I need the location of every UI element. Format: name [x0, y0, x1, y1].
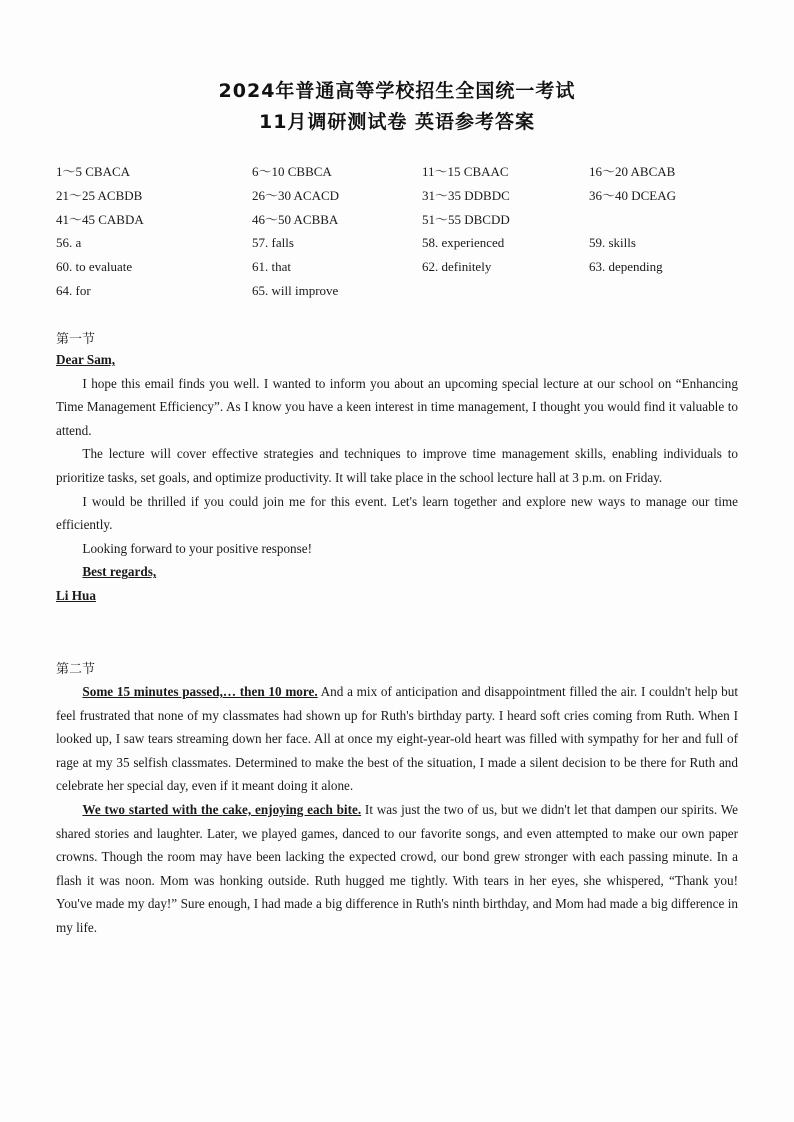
story-text: And a mix of anticipation and disappointment filled the air. I couldn't help but feel frustrated that none of my classmates had shown up for Ruth's birthday party. I heard soft cries coming from Ruth. When I looked up, I saw tears streaming down her face. All at once my eight-year-old heart was filled with sympathy for her and full of rage at my 35 selfish classmates. Determined to make the best of the situation, I made a silent decision to be there for Ruth and celebrate her special day, even if it meant doing it alone. — [56, 684, 738, 794]
letter-paragraph: Looking forward to your positive response! — [82, 540, 313, 556]
letter-closing: Best regards, — [82, 564, 157, 580]
answer-row — [56, 231, 756, 255]
answer-cell: 58. experienced — [422, 235, 505, 251]
answer-cell: 21～25 ACBDB — [56, 187, 143, 203]
answer-cell: 26～30 ACACD — [252, 187, 340, 203]
answer-cell: 31～35 DDBDC — [422, 187, 510, 203]
story-lead-sentence: Some 15 minutes passed,… then 10 more. — [82, 684, 318, 699]
answer-row — [56, 160, 756, 184]
section-2-label: 第二节 — [56, 662, 96, 677]
answer-row — [56, 184, 756, 208]
section-1-letter — [56, 348, 738, 608]
story-lead-sentence: We two started with the cake, enjoying each bite. — [82, 801, 362, 817]
answer-cell: 1～5 CBACA — [56, 164, 131, 179]
section-1-label: 第一节 — [56, 332, 96, 347]
answer-row — [56, 279, 756, 303]
letter-paragraph: The lecture will cover effective strategies and techniques to improve time management skills, enabling individuals to prioritize tasks, set goals, and optimize productivity. It will take place in the school lecture hall at 3 p.m. on Friday. — [56, 446, 738, 485]
letter-salutation: Dear Sam, — [56, 352, 116, 367]
answer-row — [56, 208, 756, 232]
section-2-story — [56, 680, 738, 940]
answer-cell: 62. definitely — [422, 259, 492, 275]
answer-cell: 46～50 ACBBA — [252, 211, 339, 227]
letter-paragraph: I would be thrilled if you could join me for this event. Let's learn together and explore new ways to manage our time efficiently. — [56, 493, 738, 533]
answer-cell: 41～45 CABDA — [56, 211, 144, 227]
answer-cell: 56. a — [56, 235, 82, 251]
letter-paragraph: I hope this email finds you well. I wanted to inform you about an upcoming special lecture at our school on “Enhancing Time Management Efficiency”. As I know you have a keen interest in time management, I thought you would find it valuable to attend. — [56, 375, 738, 438]
answer-cell: 61. that — [252, 259, 291, 275]
story-paragraph — [56, 798, 738, 940]
answer-cell: 65. will improve — [252, 282, 339, 298]
answer-cell: 64. for — [56, 282, 91, 298]
answer-cell: 11～15 CBAAC — [422, 164, 509, 179]
answer-cell: 57. falls — [252, 235, 294, 251]
story-paragraph — [56, 680, 738, 798]
story-text: It was just the two of us, but we didn't let that dampen our spirits. We shared stories and laughter. Later, we played games, danced to our favorite songs, and even attempted to make our own paper crowns. Though the room may have been lacking the expected crowd, our bond grew stronger with each passing minute. In a flash it was noon. Mom was honking outside. Ruth hugged me tightly. With tears in her eyes, she whispered, “Thank you! You've made my day!” Sure enough, I had made a big difference in Ruth's ninth birthday, and Mom had made a big difference in my life. — [56, 801, 738, 935]
answer-row — [56, 255, 756, 279]
answer-cell: 16～20 ABCAB — [589, 164, 676, 179]
page-subtitle: 11月调研测试卷 英语参考答案 — [258, 111, 536, 133]
page-title: 2024年普通高等学校招生全国统一考试 — [218, 80, 576, 102]
answer-key-grid — [56, 160, 756, 303]
letter-signature: Li Hua — [56, 587, 96, 603]
answer-cell: 51～55 DBCDD — [422, 211, 510, 227]
answer-cell: 36～40 DCEAG — [589, 187, 677, 203]
answer-cell: 6～10 CBBCA — [252, 164, 332, 179]
answer-cell: 59. skills — [589, 235, 636, 251]
answer-cell: 60. to evaluate — [56, 259, 133, 275]
answer-cell: 63. depending — [589, 259, 663, 275]
